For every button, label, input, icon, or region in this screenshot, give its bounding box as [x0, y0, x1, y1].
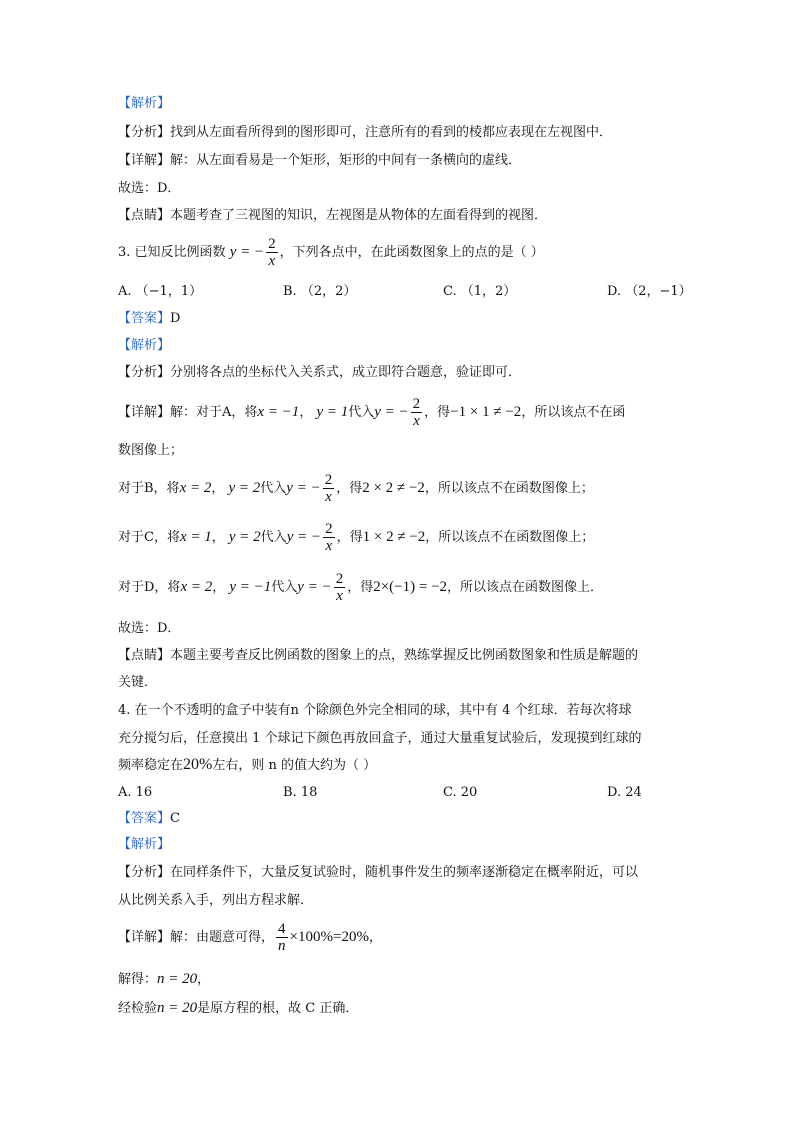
q3-frac-den: x: [325, 538, 333, 554]
fenxi-tag: 【分析】: [118, 365, 171, 380]
q4-jianyan: [118, 999, 358, 1018]
q2-xiangjie-text: 解：从左面看易是一个矩形，矩形的中间有一条横向的虚线．: [170, 153, 522, 168]
q3-option-d: D. （2，−1）: [607, 284, 692, 299]
q3-d2-b: 代入: [260, 481, 287, 496]
q2-xiangjie: [118, 152, 521, 170]
dianjing-tag: 【点睛】: [118, 648, 171, 663]
q4-stem-line-2: 充分搅匀后，任意摸出 1 个球记下颜色再放回盒子，通过大量重复试验后，发现摸到红球的: [118, 731, 642, 746]
q3-d4-func: y = −: [297, 579, 332, 595]
q3-d4-d: ，所以该点在函数图像上．: [447, 580, 604, 595]
q3-d3-c: ，得: [336, 530, 363, 545]
q4-stem-3a: 频率稳定在: [118, 758, 184, 773]
q3-detail-a-cont: 数图像上；: [118, 443, 184, 458]
q3-d3-y: y = 2: [228, 529, 261, 545]
q2-guxuan: 故选：D．: [118, 181, 181, 196]
q3-d3-x: x = 1: [179, 529, 212, 545]
fenxi-tag: 【分析】: [118, 865, 171, 880]
q4-answer-value: C: [170, 811, 180, 826]
q3-d2-func: y = −: [286, 480, 321, 496]
q3-d3-fraction: [323, 521, 335, 554]
xiangjie-tag: 【详解】: [118, 153, 171, 168]
q3-stem-a: 3. 已知反比例函数: [118, 245, 226, 260]
q2-dianjing: [118, 207, 547, 225]
q4-frac-num: 4: [278, 921, 286, 937]
q3-guxuan: 故选：D．: [118, 621, 181, 636]
q3-d4-calc: 2×(−1) = −2: [373, 579, 448, 595]
q4-jianyan-eq: n = 20: [157, 1000, 198, 1016]
q3-dianjing-cont: 关键．: [118, 675, 158, 690]
q3-frac-num: 2: [325, 521, 333, 537]
q4-xiangjie: [118, 919, 382, 956]
q3-jiexi-heading: [118, 337, 170, 355]
q3-d2-sep: ，: [211, 481, 225, 496]
q4-jiede-eq: n = 20: [157, 971, 198, 987]
q3-answer: [118, 310, 180, 328]
q3-stem-b: ，下列各点中，在此函数图象上的点的是（ ）: [279, 245, 544, 260]
q3-d4-c: ，得: [347, 580, 374, 595]
q3-d4-x: x = 2: [180, 579, 213, 595]
q3-frac-den: x: [413, 413, 420, 429]
q3-frac-den: x: [336, 588, 343, 604]
q4-frac-den: n: [278, 938, 286, 954]
q3-d1-func: y = −: [374, 404, 409, 420]
q2-dianjing-text: 本题考查了三视图的知识，左视图是从物体的左面看得到的视图．: [170, 208, 548, 223]
q3-fenxi: [118, 364, 521, 382]
q4-option-c: C. 20: [443, 785, 478, 800]
q4-xj-a: 解：由题意可得，: [170, 930, 275, 945]
q4-stem-line-3: [118, 756, 376, 775]
q3-d1-x: x = −1: [257, 404, 300, 420]
q3-frac-den: x: [268, 253, 276, 269]
dianjing-tag: 【点睛】: [118, 208, 171, 223]
q3-d1-y: y = 1: [316, 404, 349, 420]
q3-d1-c: ，得: [424, 405, 451, 420]
q4-fraction: [276, 921, 288, 954]
q3-detail-b: [118, 470, 594, 507]
q3-d2-a: 对于B，将: [118, 481, 180, 496]
q4-fenxi-1: 在同样条件下，大量反复试验时，随机事件发生的频率逐渐稳定在概率附近，可以: [170, 865, 639, 880]
q3-option-a: A. （−1，1）: [118, 284, 203, 299]
q3-stem: [118, 234, 544, 271]
q3-d3-b: 代入: [260, 530, 287, 545]
q3-d3-func: y = −: [286, 529, 322, 545]
q3-d3-sep: ，: [211, 530, 225, 545]
q4-jianyan-a: 经检验: [118, 1001, 158, 1016]
q3-d4-a: 对于D，将: [118, 580, 181, 595]
q3-option-b: B. （2，2）: [283, 284, 357, 299]
daan-tag: 【答案】: [118, 811, 171, 826]
q3-detail-c: [118, 519, 594, 556]
jiexi-tag: 【解析】: [118, 96, 171, 111]
q3-frac-num: 2: [335, 571, 344, 587]
q3-d2-fraction: [323, 472, 335, 505]
q3-d1-b: 代入: [348, 405, 375, 420]
daan-tag: 【答案】: [118, 311, 171, 326]
q3-frac-den: x: [325, 489, 332, 505]
q3-d2-y: y = 2: [228, 480, 261, 496]
q4-option-b: B. 18: [283, 785, 318, 800]
q3-d2-d: ，所以该点不在函数图像上；: [424, 481, 594, 496]
q3-d1-calc: −1 × 1 ≠ −2: [450, 404, 522, 420]
q3-detail-a: [118, 394, 625, 431]
q3-d1-a: 解：对于A，将: [170, 405, 258, 420]
q3-d1-fraction: [411, 396, 423, 429]
q4-option-a: A. 16: [118, 785, 153, 800]
xiangjie-tag: 【详解】: [118, 405, 171, 420]
q3-d1-sep: ，: [299, 405, 313, 420]
q4-fenxi: [118, 864, 638, 882]
q4-xj-eq: ×100%=20%: [289, 929, 369, 945]
q3-frac-num: 2: [412, 396, 421, 412]
q3-d4-fraction: [334, 571, 346, 604]
q3-frac-num: 2: [268, 236, 276, 252]
q4-xj-end: ，: [368, 930, 382, 945]
q3-detail-d: [118, 569, 603, 606]
q3-dianjing-1: 本题主要考查反比例函数的图象上的点，熟练掌握反比例函数图象和性质是解题的: [170, 648, 639, 663]
q4-stem-3b: 左右，则 n 的值大约为（ ）: [212, 758, 377, 773]
q3-d2-x: x = 2: [179, 480, 212, 496]
q3-frac-num: 2: [324, 472, 333, 488]
q4-stem-line-1: 4. 在一个不透明的盒子中装有n 个除颜色外完全相同的球，其中有 4 个红球．若每次将球: [118, 703, 632, 718]
q3-d4-b: 代入: [271, 580, 298, 595]
q3-fraction: [266, 236, 278, 269]
q4-fenxi-cont: 从比例关系入手，列出方程求解．: [118, 893, 314, 908]
q3-func: y = −: [229, 244, 265, 260]
q3-answer-value: D: [170, 311, 181, 326]
jiexi-tag: 【解析】: [118, 837, 171, 852]
xiangjie-tag: 【详解】: [118, 930, 171, 945]
q4-jianyan-b: 是原方程的根，故 C 正确．: [197, 1001, 359, 1016]
q3-d3-calc: 1 × 2 ≠ −2: [362, 529, 426, 545]
q3-d2-c: ，得: [336, 481, 363, 496]
q3-d3-d: ，所以该点不在函数图像上；: [425, 530, 595, 545]
q3-d2-calc: 2 × 2 ≠ −2: [362, 480, 425, 496]
q3-dianjing: [118, 647, 638, 665]
q3-option-c: C. （1，2）: [443, 284, 517, 299]
q4-jiede-end: ，: [197, 972, 211, 987]
q3-d4-y: y = −1: [229, 579, 272, 595]
jiexi-tag: 【解析】: [118, 338, 171, 353]
q4-stem-pct: 20%: [183, 756, 213, 773]
q4-jiede: [118, 970, 210, 989]
q3-d3-a: 对于C，将: [118, 530, 180, 545]
q3-d4-sep: ，: [212, 580, 226, 595]
q4-option-d: D. 24: [607, 785, 642, 800]
q4-answer: [118, 810, 180, 828]
q3-fenxi-text: 分别将各点的坐标代入关系式，成立即符合题意，验证即可．: [170, 365, 522, 380]
q2-fenxi: [118, 124, 612, 142]
q2-fenxi-text: 找到从左面看所得到的图形即可，注意所有的看到的棱都应表现在左视图中．: [170, 125, 613, 140]
q4-jiexi-heading: [118, 836, 170, 854]
fenxi-tag: 【分析】: [118, 125, 171, 140]
q3-d1-d: ，所以该点不在函: [521, 405, 626, 420]
q2-jiexi-heading: [118, 95, 170, 113]
q4-jiede-label: 解得：: [118, 972, 158, 987]
